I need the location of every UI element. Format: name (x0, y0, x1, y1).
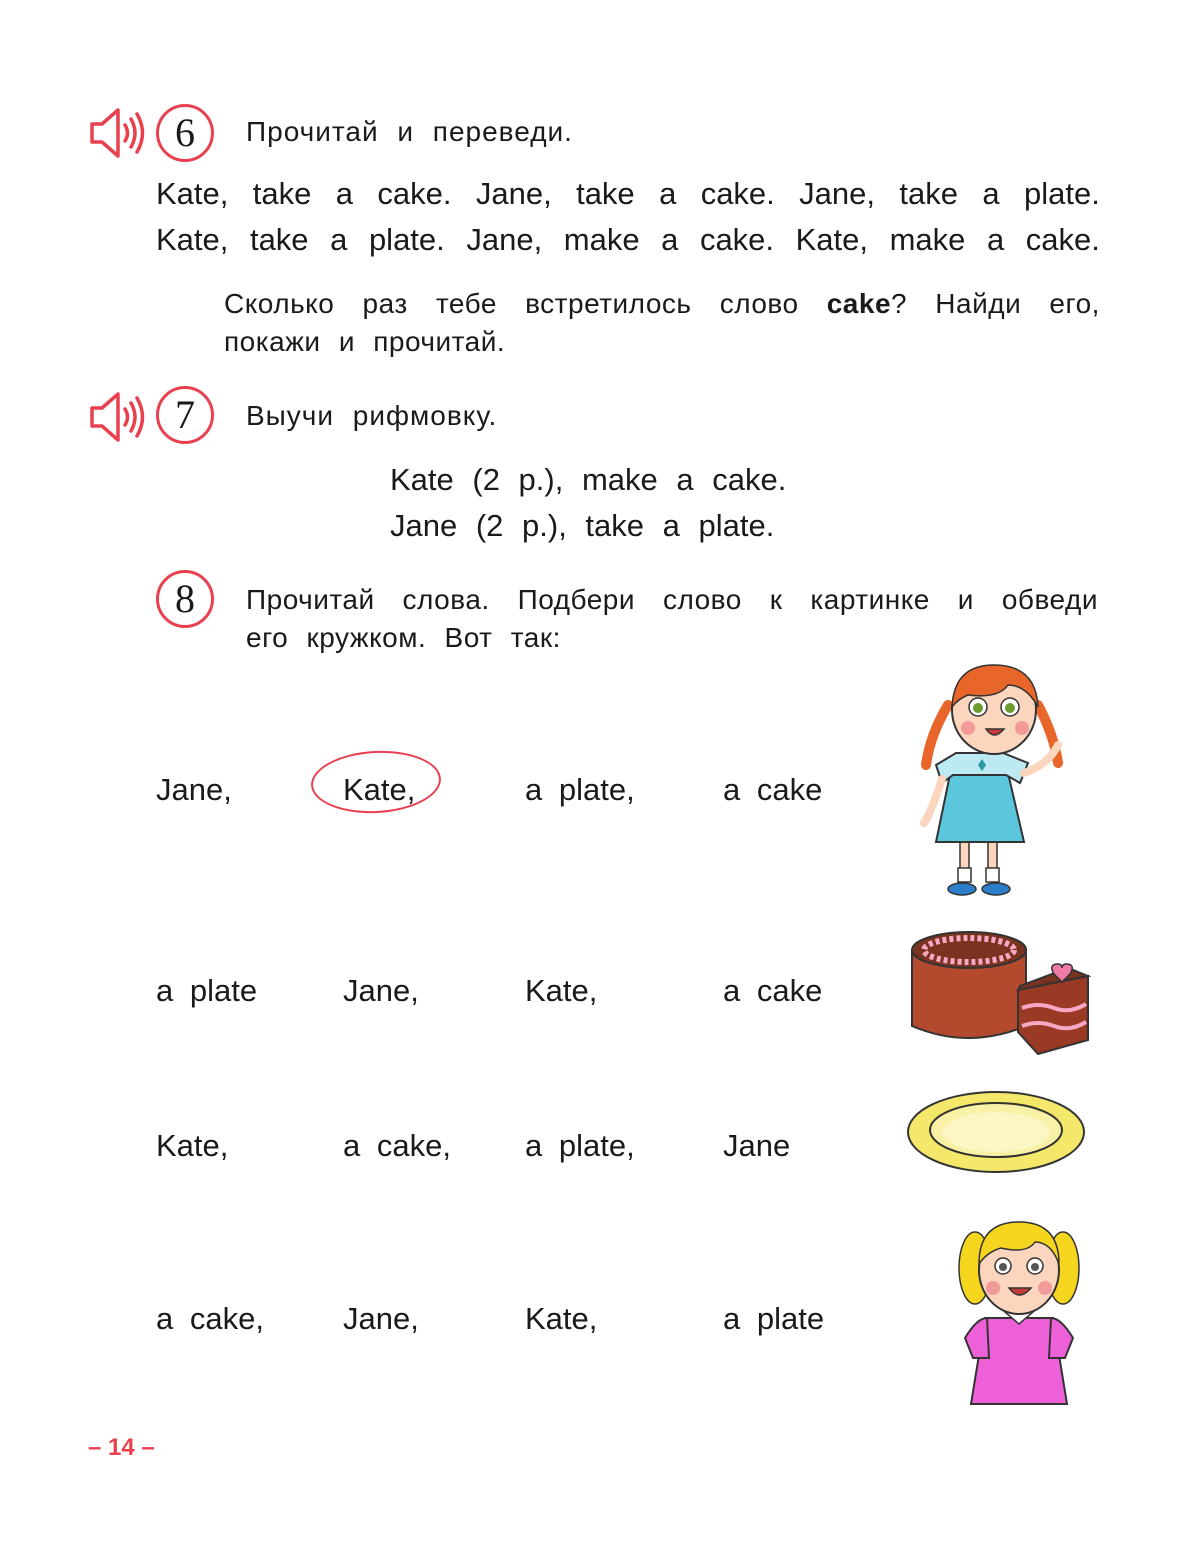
exercise-instruction: Прочитай слова. Подбери слово к картинке и обведи его кружком. Вот так: (246, 584, 1098, 653)
question-text: Сколько раз тебе встретилось слово cake? Найди его, покажи и прочитай. (224, 288, 1100, 357)
page-number: – 14 – (88, 1434, 155, 1461)
rhyme-line-2: Jane (2 р.), take a plate. (390, 508, 775, 543)
exercise-instruction: Прочитай и переведи. (246, 116, 573, 147)
word-option[interactable]: Kate, (156, 1128, 229, 1163)
girl-kate-icon (908, 655, 1078, 900)
speaker-icon[interactable] (88, 390, 146, 444)
word-option[interactable]: Jane (723, 1128, 791, 1163)
plate-icon (904, 1088, 1088, 1176)
word-option[interactable]: a plate, (525, 772, 635, 807)
word-option[interactable]: Jane, (343, 973, 419, 1008)
word-option[interactable]: Jane, (156, 772, 232, 807)
word-option[interactable]: Jane, (343, 1301, 419, 1336)
word-option[interactable]: a plate (156, 973, 258, 1008)
word-option[interactable]: Kate, (525, 973, 598, 1008)
exercise-number: 8 (156, 570, 214, 628)
reading-line-1: Kate, take a cake. Jane, take a cake. Jane, take a plate. (156, 176, 1100, 211)
speaker-icon[interactable] (88, 106, 146, 160)
cake-icon (908, 928, 1092, 1058)
word-option[interactable]: Kate, (525, 1301, 598, 1336)
exercise-number: 7 (156, 386, 214, 444)
girl-jane-icon (955, 1208, 1085, 1418)
word-option[interactable]: a plate (723, 1301, 825, 1336)
word-option[interactable]: a cake, (343, 1128, 451, 1163)
keyword: cake (826, 288, 892, 319)
word-option-circled[interactable]: Kate, (343, 772, 416, 807)
answer-circle (309, 748, 442, 817)
word-option[interactable]: a cake (723, 772, 823, 807)
exercise-instruction: Выучи рифмовку. (246, 400, 498, 431)
word-option[interactable]: a plate, (525, 1128, 635, 1163)
exercise-number: 6 (156, 104, 214, 162)
word-option[interactable]: a cake (723, 973, 823, 1008)
word-option[interactable]: a cake, (156, 1301, 264, 1336)
reading-line-2: Kate, take a plate. Jane, make a cake. Kate, make a cake. (156, 222, 1100, 257)
rhyme-line-1: Kate (2 р.), make a cake. (390, 462, 787, 497)
